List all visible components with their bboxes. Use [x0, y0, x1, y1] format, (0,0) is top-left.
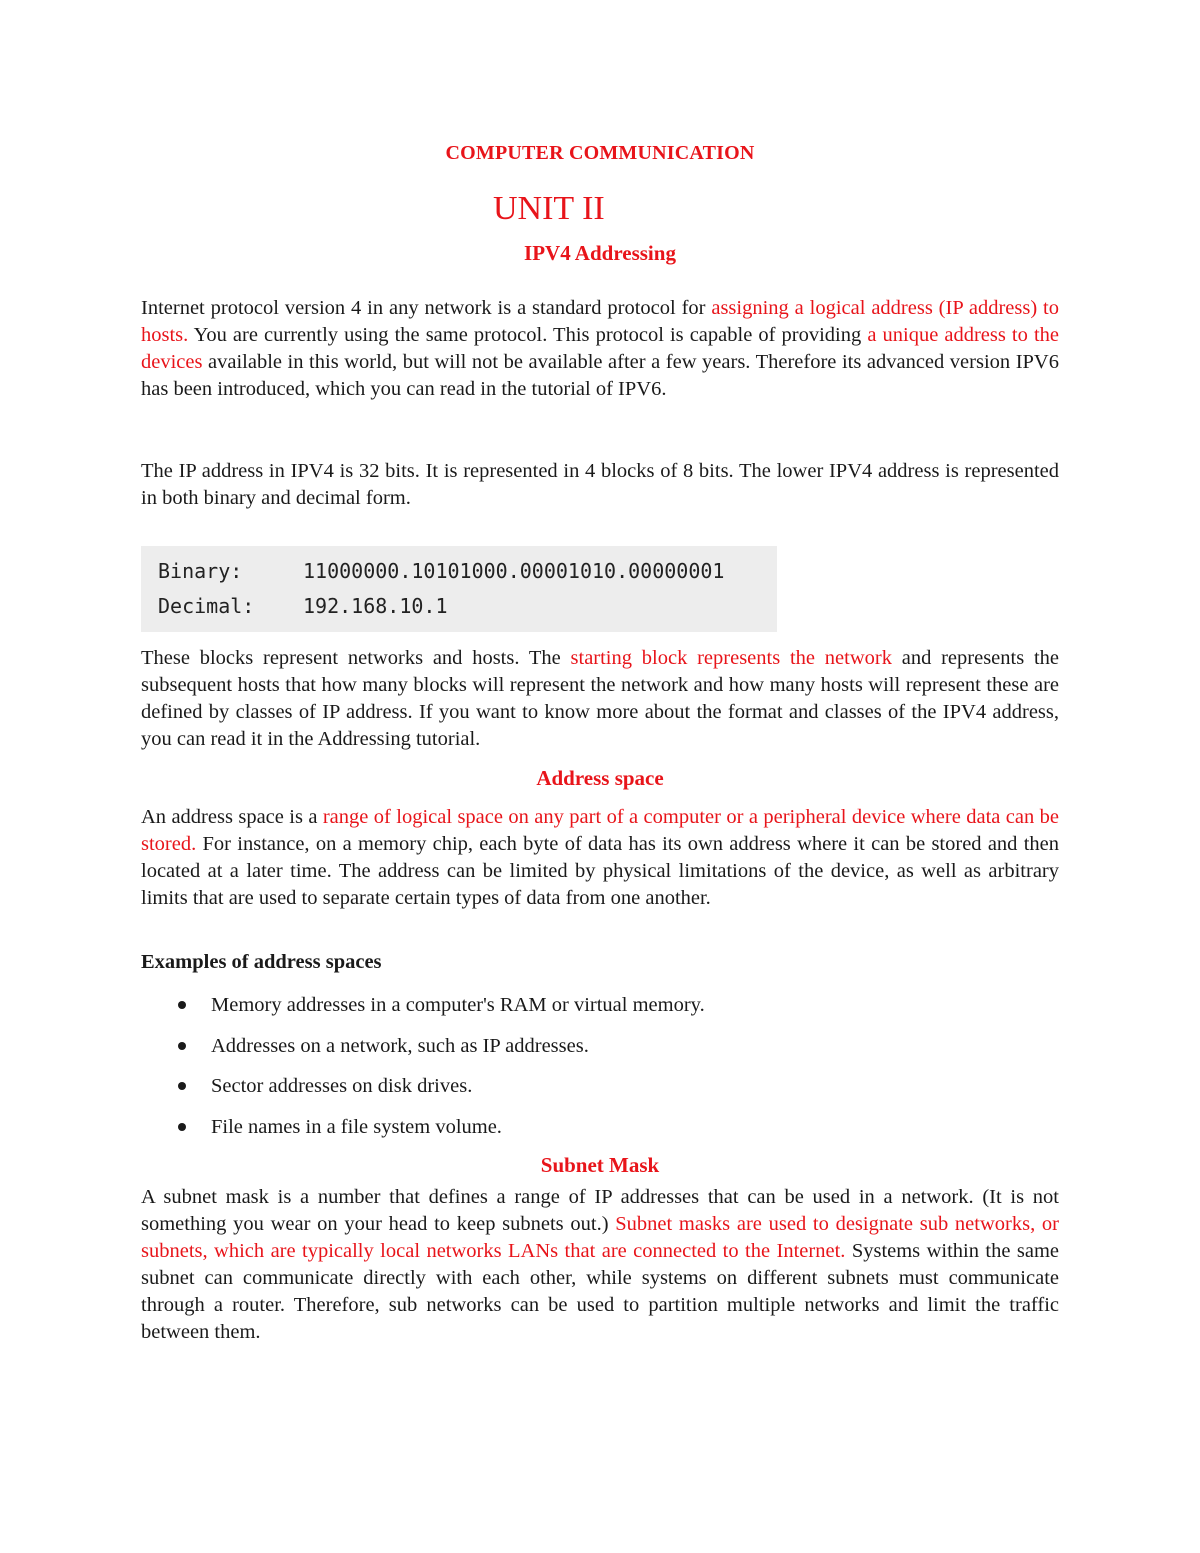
list-item	[141, 1071, 1059, 1112]
list-item-text: Memory addresses in a computer's RAM or virtual memory.	[211, 994, 705, 1016]
binary-row	[158, 556, 724, 586]
highlight-text: starting block represents the network	[570, 647, 892, 669]
bullet-icon	[178, 1001, 186, 1009]
highlight-text: assigning a logical address (IP address) to hosts.	[141, 297, 1059, 346]
examples-list	[141, 990, 1059, 1152]
list-item-text: Addresses on a network, such as IP addresses.	[211, 1034, 589, 1057]
list-item-text: Sector addresses on disk drives.	[211, 1075, 473, 1097]
bullet-icon	[178, 1123, 186, 1131]
ipv4-intro-paragraph	[141, 295, 1059, 403]
bullet-icon	[178, 1082, 186, 1090]
list-item-text: File names in a file system volume.	[211, 1115, 502, 1138]
decimal-label: Decimal:	[158, 594, 255, 618]
list-item	[141, 990, 1059, 1031]
text-run: These blocks represent networks and hosts. The	[141, 647, 571, 669]
highlight-text: range of logical space on any part of a computer or a peripheral device where data can be stored.	[141, 806, 1059, 855]
highlight-text: a unique address to the devices	[141, 324, 1059, 373]
text-run: An address space is a	[141, 806, 323, 828]
course-title: COMPUTER COMMUNICATION	[445, 142, 755, 164]
text-run: A subnet mask is a number that defines a range of IP addresses that can be used in a network. (It is not something you wear on your head to keep subnets out.)	[141, 1186, 1059, 1235]
binary-label: Binary:	[158, 559, 243, 583]
section-heading-ipv4: IPV4 Addressing	[524, 241, 676, 265]
binary-value: 11000000.10101000.00001010.00000001	[303, 559, 725, 583]
ip-example-code-block	[141, 546, 777, 632]
decimal-value: 192.168.10.1	[303, 594, 448, 618]
examples-heading: Examples of address spaces	[141, 951, 382, 973]
ipv4-blocks-paragraph	[141, 645, 1059, 753]
text-run: You are currently using the same protocol. This protocol is capable of providing	[188, 324, 868, 346]
bullet-icon	[178, 1042, 186, 1050]
decimal-row	[158, 591, 448, 621]
unit-title: UNIT II	[493, 190, 605, 227]
section-heading-subnet-mask: Subnet Mask	[540, 1153, 660, 1177]
text-run: Internet protocol version 4 in any network is a standard protocol for	[141, 297, 712, 319]
text-run: For instance, on a memory chip, each byte of data has its own address where it can be stored and then located at a later time. The address can be limited by physical limitations of the device, as well as arbitrary limits that are used to separate certain types of data from one another.	[141, 833, 1059, 909]
text-run: Systems within the same subnet can communicate directly with each other, while systems on different subnets must communicate through a router. Therefore, sub networks can be used to partition multiple networks and limit the traffic between them.	[141, 1240, 1059, 1343]
section-heading-address-space: Address space	[536, 766, 664, 790]
text-run: and represents the subsequent hosts that how many blocks will represent the network and how many hosts will represent these are defined by classes of IP address. If you want to know more about the format and classes of the IPV4 address, you can read it in the Addressing tutorial.	[141, 647, 1060, 750]
highlight-text: Subnet masks are used to designate sub networks, or subnets, which are typically local networks LANs that are connected to the Internet.	[141, 1213, 1059, 1262]
list-item	[141, 1112, 1059, 1153]
address-space-paragraph	[141, 804, 1059, 912]
text-run: available in this world, but will not be available after a few years. Therefore its advanced version IPV6 has been introduced, which you can read in the tutorial of IPV6.	[141, 351, 1059, 400]
list-item	[141, 1031, 1059, 1072]
subnet-mask-paragraph	[141, 1184, 1059, 1346]
ipv4-bits-paragraph: The IP address in IPV4 is 32 bits. It is represented in 4 blocks of 8 bits. The lower IPV4 address is represented in both binary and decimal form.	[141, 460, 1059, 509]
